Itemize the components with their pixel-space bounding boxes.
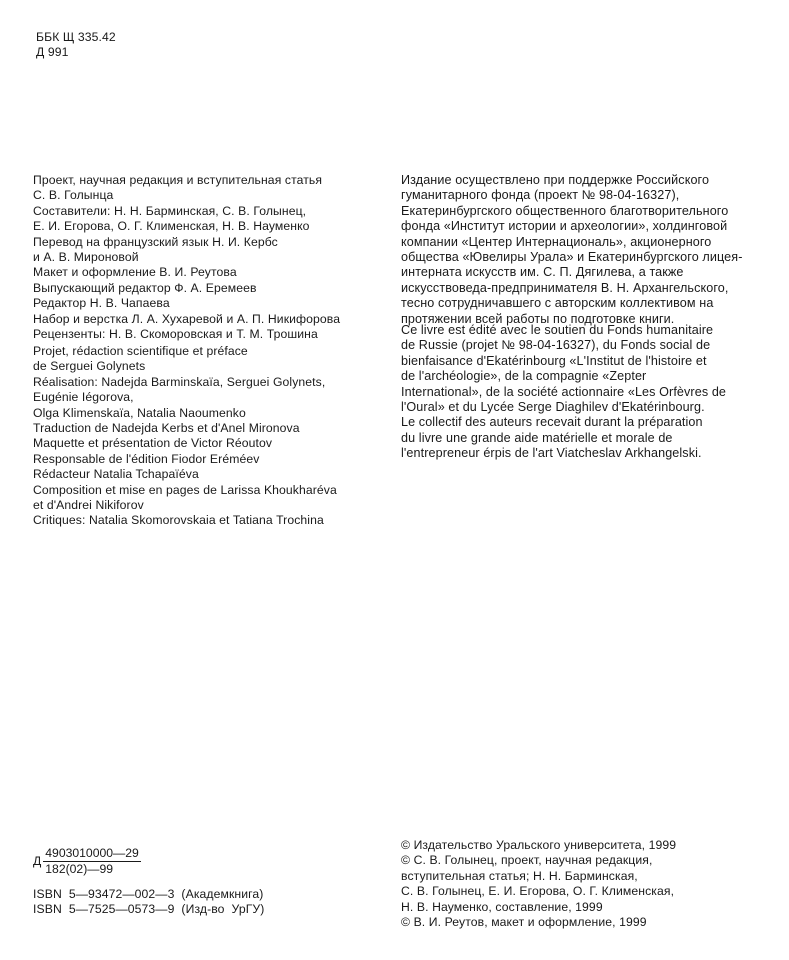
- publication-codes: [33, 846, 264, 918]
- support-line-fr: Ce livre est édité avec le soutien du Fonds humanitaire: [401, 323, 714, 337]
- support-line-ru: искусствоведа-предпринимателя В. Н. Архангельского,: [401, 280, 729, 295]
- isbn-line: ISBN 5—93472—002—3 (Академкнига): [33, 886, 264, 901]
- isbn-list: [33, 887, 264, 918]
- credit-line-ru: Составители: Н. Н. Барминская, С. В. Голынец,: [33, 203, 307, 218]
- support-note-french: [401, 323, 726, 462]
- support-line-fr: l'Oural» et du Lycée Serge Diaghilev d'Ekatérinbourg.: [401, 400, 705, 415]
- catalog-letter: Д: [33, 854, 42, 869]
- credit-line-fr: de Serguei Golynets: [33, 359, 146, 374]
- credits-russian: [33, 173, 340, 342]
- credit-line-fr: Rédacteur Natalia Tchapaïéva: [33, 467, 199, 482]
- credit-line-ru: Е. И. Егорова, О. Г. Клименская, Н. В. Науменко: [33, 219, 310, 234]
- copyright-line: Н. В. Науменко, составление, 1999: [401, 899, 603, 914]
- isbn-line: ISBN 5—7525—0573—9 (Изд-во УрГУ): [33, 902, 265, 917]
- support-line-ru: компании «Центер Интернациональ», акционерного: [401, 234, 712, 249]
- classification-codes: [36, 30, 116, 61]
- support-line-fr: de Russie (projet № 98-04-16327), du Fonds social de: [401, 338, 711, 353]
- credit-line-ru: Рецензенты: Н. В. Скоморовская и Т. М. Трошина: [33, 327, 318, 342]
- catalog-denominator: 182(02)—99: [45, 862, 114, 877]
- credit-line-fr: Eugénie Iégorova,: [33, 390, 134, 405]
- author-mark: Д 991: [36, 45, 69, 60]
- support-line-fr: l'entrepreneur érpis de l'art Viatcheslav Arkhangelski.: [401, 446, 702, 461]
- support-line-fr: du livre une grande aide matérielle et morale de: [401, 430, 673, 445]
- credit-line-ru: С. В. Голынца: [33, 188, 114, 203]
- credit-line-fr: Projet, rédaction scientifique et préface: [33, 344, 248, 358]
- credit-line-ru: Макет и оформление В. И. Реутова: [33, 265, 237, 280]
- credit-line-ru: и А. В. Мироновой: [33, 250, 139, 265]
- credit-line-fr: Olga Klimenskaïa, Natalia Naoumenko: [33, 405, 246, 420]
- support-line-ru: тесно сотрудничавшего с авторским коллективом на: [401, 296, 714, 311]
- copyright-line: вступительная статья; Н. Н. Барминская,: [401, 868, 638, 883]
- support-line-ru: Издание осуществлено при поддержке Российского: [401, 173, 710, 187]
- support-line-ru: гуманитарного фонда (проект № 98-04-16327),: [401, 188, 680, 203]
- copyright-line: С. В. Голынец, Е. И. Егорова, О. Г. Клименская,: [401, 884, 675, 899]
- credit-line-fr: et d'Andrei Nikiforov: [33, 498, 144, 513]
- credit-line-fr: Traduction de Nadejda Kerbs et d'Anel Mironova: [33, 421, 300, 436]
- credit-line-ru: Проект, научная редакция и вступительная статья: [33, 173, 323, 187]
- copyright-line: © В. И. Реутов, макет и оформление, 1999: [401, 915, 647, 930]
- support-line-ru: Екатеринбургского общественного благотворительного: [401, 203, 729, 218]
- copyright-line: © С. В. Голынец, проект, научная редакция,: [401, 853, 653, 868]
- credit-line-fr: Critiques: Natalia Skomorovskaia et Tatiana Trochina: [33, 513, 324, 528]
- support-line-ru: интерната искусств им. С. П. Дягилева, а также: [401, 265, 684, 280]
- support-line-fr: International», de la société actionnaire «Les Orfèvres de: [401, 384, 727, 399]
- credit-line-fr: Responsable de l'édition Fiodor Eréméev: [33, 451, 260, 466]
- support-line-fr: de l'archéologie», de la compagnie «Zepter: [401, 369, 647, 384]
- credit-line-ru: Перевод на французский язык Н. И. Кербс: [33, 234, 278, 249]
- credit-line-fr: Réalisation: Nadejda Barminskaïa, Serguei Golynets,: [33, 374, 326, 389]
- catalog-numerator: 4903010000—29: [43, 846, 141, 862]
- support-line-fr: Le collectif des auteurs recevait durant la préparation: [401, 415, 703, 430]
- bbk-code: ББК Щ 335.42: [36, 30, 116, 44]
- support-line-ru: общества «Ювелиры Урала» и Екатеринбургского лицея-: [401, 250, 743, 265]
- copyright-line: © Издательство Уральского университета, 1999: [401, 838, 677, 852]
- credit-line-fr: Composition et mise en pages de Larissa Khoukharéva: [33, 482, 337, 497]
- catalog-index: [33, 846, 264, 878]
- support-line-ru: протяжении всей работы по подготовке книги.: [401, 311, 675, 326]
- credit-line-fr: Maquette et présentation de Victor Réoutov: [33, 436, 273, 451]
- credit-line-ru: Набор и верстка Л. А. Хухаревой и А. П. Никифорова: [33, 311, 341, 326]
- credits-french: [33, 344, 337, 529]
- support-line-fr: bienfaisance d'Ekatérinbourg «L'Institut de l'histoire et: [401, 353, 707, 368]
- support-note-russian: [401, 173, 742, 327]
- catalog-fraction: [43, 846, 141, 878]
- support-line-ru: фонда «Институт истории и археологии», холдинговой: [401, 219, 728, 234]
- credit-line-ru: Редактор Н. В. Чапаева: [33, 296, 170, 311]
- credit-line-ru: Выпускающий редактор Ф. А. Еремеев: [33, 280, 257, 295]
- copyright-notices: [401, 838, 676, 930]
